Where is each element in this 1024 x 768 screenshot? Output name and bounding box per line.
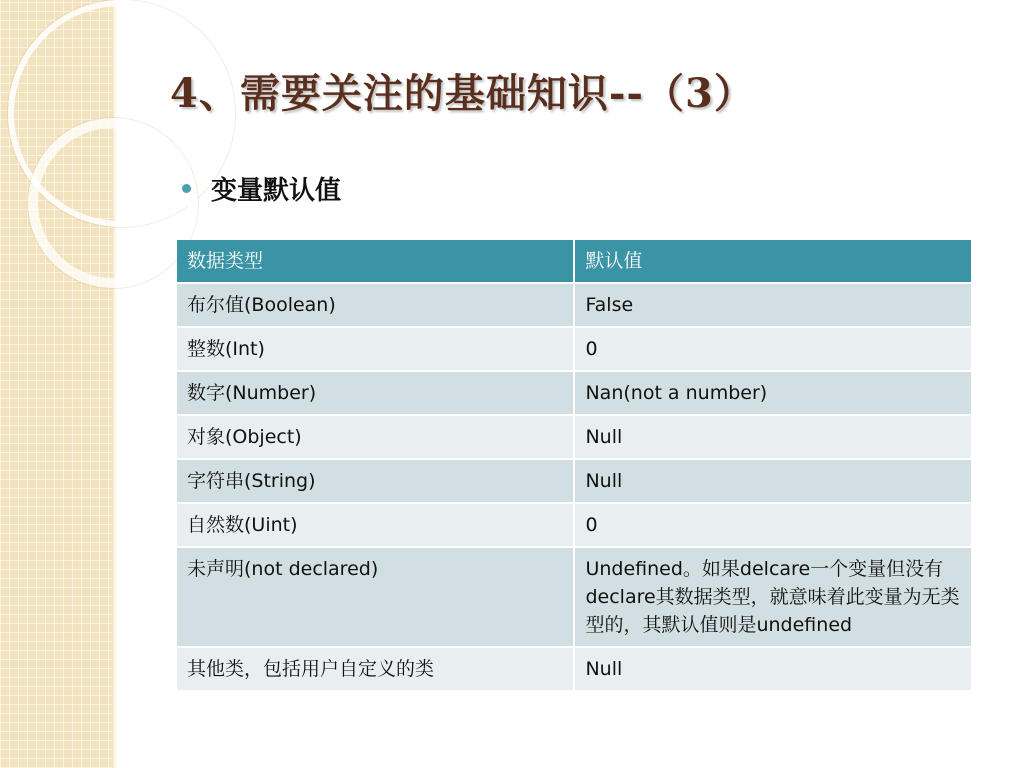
slide-title: 4、需要关注的基础知识--（3） — [170, 70, 755, 117]
cell-type: 数字(Number) — [177, 371, 574, 415]
cell-type: 自然数(Uint) — [177, 503, 574, 547]
cell-type: 对象(Object) — [177, 415, 574, 459]
table-row — [177, 547, 972, 647]
cell-default: 0 — [574, 503, 972, 547]
cell-default: Null — [574, 415, 972, 459]
table-row — [177, 283, 972, 327]
table-row — [177, 327, 972, 371]
cell-default: 0 — [574, 327, 972, 371]
cell-default: Nan(not a number) — [574, 371, 972, 415]
cell-type: 未声明(not declared) — [177, 547, 574, 647]
bullet-dot-icon — [182, 184, 191, 193]
table-row — [177, 647, 972, 691]
bullet-text: 变量默认值 — [211, 176, 342, 206]
table-row — [177, 503, 972, 547]
cell-type: 其他类，包括用户自定义的类 — [177, 647, 574, 691]
table-row — [177, 459, 972, 503]
cell-type: 布尔值(Boolean) — [177, 283, 574, 327]
cell-default: False — [574, 283, 972, 327]
bullet-item — [182, 170, 341, 207]
cell-default: Undefined。如果delcare一个变量但没有declare其数据类型，就意味着此变量为无类型的，其默认值则是undefined — [574, 547, 972, 647]
cell-default: Null — [574, 647, 972, 691]
header-default-value: 默认值 — [574, 240, 972, 283]
header-data-type: 数据类型 — [177, 240, 574, 283]
cell-type: 整数(Int) — [177, 327, 574, 371]
cell-default: Null — [574, 459, 972, 503]
default-values-table — [177, 240, 973, 692]
cell-type: 字符串(String) — [177, 459, 574, 503]
decorative-ring-small — [28, 118, 198, 288]
table-row — [177, 371, 972, 415]
table-header-row — [177, 240, 972, 283]
table-row — [177, 415, 972, 459]
